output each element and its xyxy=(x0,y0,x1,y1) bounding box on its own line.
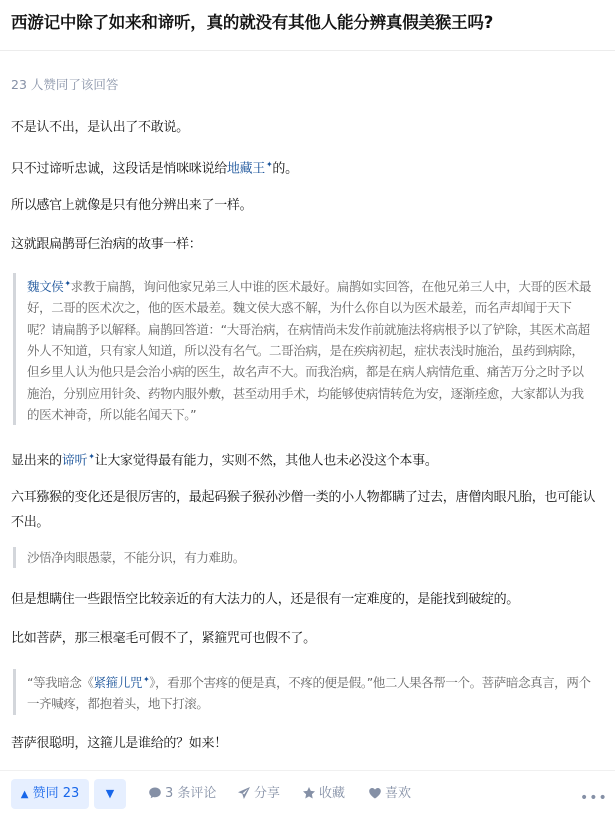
share-label: 分享 xyxy=(254,786,281,801)
upvote-label: 赞同 23 xyxy=(32,786,80,801)
question-title[interactable]: 西游记中除了如来和谛听，真的就没有其他人能分辨真假美猴王吗? xyxy=(11,13,494,32)
link-dizang[interactable]: 地藏王 xyxy=(226,161,266,177)
comment-label: 3 条评论 xyxy=(165,786,217,801)
paragraph-text: 显出来的 xyxy=(11,453,62,469)
answer-paragraph-8: 比如菩萨，那三根毫毛可假不了，紧箍咒可也假不了。 xyxy=(11,631,316,646)
star-icon xyxy=(302,786,316,800)
paragraph-text: 让大家觉得最有能力，实则不然，其他人也未必没这个本事。 xyxy=(94,453,438,469)
more-dots-icon[interactable]: ••• xyxy=(580,790,608,806)
paper-plane-icon xyxy=(237,786,251,800)
comment-bubble-icon xyxy=(148,786,162,800)
action-bar xyxy=(0,770,615,817)
answer-paragraph-5 xyxy=(11,445,605,473)
answer-paragraph-1: 不是认不出，是认出了不敢说。 xyxy=(11,120,189,135)
spark-icon: ✦ xyxy=(266,160,273,169)
blockquote-bianque xyxy=(13,273,595,425)
caret-up-icon: ▲ xyxy=(20,789,29,800)
collect-button[interactable] xyxy=(302,779,345,809)
paragraph-text: 只不过谛听忠诚，这段话是悄咪咪说给 xyxy=(11,161,227,177)
answer-paragraph-2 xyxy=(11,153,605,181)
quote-text: 》，看那个害疼的便是真，不疼的便是假。”他二人果各帮一个。菩萨暗念真言，两个一齐喊疼，都抱着头，地下打滚。 xyxy=(27,675,591,712)
collect-label: 收藏 xyxy=(319,786,346,801)
share-button[interactable] xyxy=(237,779,280,809)
upvote-button[interactable] xyxy=(11,779,89,809)
quote-text: “等我暗念《 xyxy=(27,675,94,691)
like-label: 喜欢 xyxy=(385,786,412,801)
answer-paragraph-4: 这就跟扁鹊哥仨治病的故事一样： xyxy=(11,237,202,252)
vote-count: 23 人赞同了该回答 xyxy=(11,77,119,92)
blockquote-shawujing: 沙悟净肉眼愚蒙，不能分识，有力难助。 xyxy=(13,547,595,568)
quote-text: 求教于扁鹊，询问他家兄弟三人中谁的医术最好。扁鹊如实回答，在他兄弟三人中，大哥的医术最好，二哥的医术次之，他的医术最差。魏文侯大惑不解，为什么你自以为医术最差，而名声却闻于天下呢？请扁鹊予以解释。扁鹊回答道：“大哥治病，在病情尚未发作前就施法将病根予以了铲除，其医术高超外人不知道，只有家人知道，所以没有名气。二哥治病，是在疾病初起，症状表浅时施治，虽药到病除，但乡里人认为他只是会治小病的医生，故名声不大。而我治病，都是在病人病情危重、痛苦万分之时予以施治，分别应用针灸、药物内服外敷，甚至动用手术，均能够使病情转危为安，逐渐痊愈，大家都认为我的医术神奇，所以能名闻天下。” xyxy=(27,279,591,422)
comment-button[interactable] xyxy=(148,779,216,809)
answer-paragraph-6: 六耳猕猴的变化还是很厉害的，最起码猴子猴孙沙僧一类的小人物都瞒了过去，唐僧肉眼凡胎，也可能认不出。 xyxy=(11,490,596,530)
answer-paragraph-7: 但是想瞒住一些跟悟空比较亲近的有大法力的人，还是很有一定难度的，是能找到破绽的。 xyxy=(11,592,520,607)
blockquote-jinguzhou xyxy=(13,669,595,715)
like-button[interactable] xyxy=(368,779,411,809)
link-diting[interactable]: 谛听 xyxy=(61,453,88,469)
link-weiwenhou[interactable]: 魏文侯 xyxy=(27,279,64,295)
spark-icon: ✦ xyxy=(142,675,150,684)
answer-paragraph-9: 菩萨很聪明，这箍儿是谁给的？如来！ xyxy=(11,736,227,751)
heart-icon xyxy=(368,786,382,800)
spark-icon: ✦ xyxy=(88,452,95,461)
link-jinguerzhou[interactable]: 紧箍儿咒 xyxy=(93,675,142,691)
caret-down-icon: ▼ xyxy=(105,787,115,800)
answer-paragraph-3: 所以感官上就像是只有他分辨出来了一样。 xyxy=(11,198,253,213)
downvote-button[interactable] xyxy=(94,779,126,809)
spark-icon: ✦ xyxy=(64,279,71,288)
title-divider xyxy=(0,50,615,51)
paragraph-text: 的。 xyxy=(272,161,298,177)
